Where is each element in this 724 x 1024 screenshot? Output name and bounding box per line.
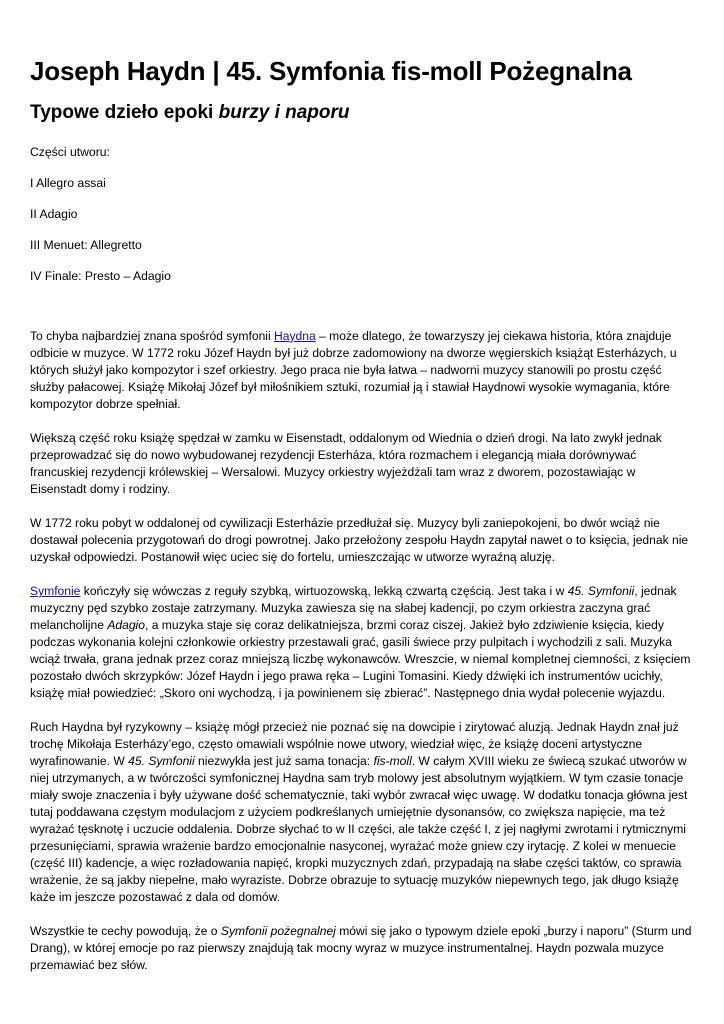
- page-subtitle: [30, 101, 694, 126]
- paragraph-5-italic-1: 45. Symfonii: [128, 753, 195, 768]
- page-title: Joseph Haydn | 45. Symfonia fis-moll Pożegnalna: [30, 56, 632, 86]
- paragraph-5-text-c: . W całym XVIII wieku ze świecą szukać utworów w niej utrzymanych, a w twórczości symfonicznej Haydna sam tryb molowy jest absolutnym wyjątkiem. W tym czasie tonacje miały swoje znaczenia i były używane dość schematycznie, taki wybór zwracał więc uwagę. W dodatku tonacja główna jest tutaj poddawana częstym modulacjom z użyciem podkreślanych umiejętnie dysonansów, co zwiększa napięcie, ma też wyrażać tęsknotę i uczucie oddalenia. Dobrze słychać to w II części, ale także część I, z jej nagłymi zwrotami i rytmicznymi przesunięciami, sprawia wrażenie bardzo emocjonalnie nasyconej, wyrażać może gniew czy irytację. Z kolei w menuecie (część III) kadencje, a więc rozładowania napięć, kropki muzycznych zdań, przypadają na słabe części taktów, co sprawia wrażenie, że są jakby niepełne, mało wyraziste. Dobrze obrazuje to sytuację muzyków niepewnych tego, jak długo książę każe im jeszcze pozostawać z dala od domów.: [30, 753, 688, 904]
- paragraph-4: [30, 583, 694, 702]
- paragraph-4-italic-1: 45. Symfonii: [567, 583, 635, 598]
- part-item-3: III Menuet: Allegretto: [30, 237, 142, 252]
- parts-label: Części utworu:: [30, 144, 110, 159]
- symfonie-link[interactable]: Symfonie: [30, 583, 81, 598]
- paragraph-4-text-b: , jednak muzyczny pęd szybko zostaje zatrzymany. Muzyka zawiesza się na słabej kadencji, po czym orkiestra zaczyna grać melancholijne: [30, 583, 677, 632]
- haydna-link[interactable]: Haydna: [274, 328, 316, 343]
- spacer: [30, 299, 694, 328]
- part-item-4: IV Finale: Presto – Adagio: [30, 268, 171, 283]
- subtitle-plain: Typowe dzieło epoki: [30, 102, 219, 124]
- paragraph-5-text-a: Ruch Haydna był ryzykowny – książę mógł przecież nie poznać się na dowcipie i zirytować aluzją. Jednak Haydn znał już trochę Mikołaja Esterházy’ego, często omawiali wspólnie nowe utwory, wiedział więc, że książę doceni artystyczne wyrafinowanie. W: [30, 719, 679, 768]
- paragraph-6-text-a: Wszystkie te cechy powodują, że o: [30, 923, 221, 938]
- paragraph-5: [30, 719, 694, 906]
- paragraph-4-text-a: kończyły się wówczas z reguły szybką, wirtuozowską, lekką czwartą częścią. Jest taka i w: [80, 583, 568, 598]
- paragraph-2: Większą część roku książę spędzał w zamku w Eisenstadt, oddalonym od Wiednia o dzień drogi. Na lato zwykł jednak przeprowadzać się do nowo wybudowanej rezydencji Esterháza, która rozmachem i elegancją miała dorównywać francuskiej rezydencji królewskiej – Wersalowi. Muzycy orkiestry wyjeżdżali tam wraz z dworem, pozostawiając w Eisenstadt domy i rodziny.: [30, 430, 662, 496]
- paragraph-1: [30, 328, 694, 413]
- paragraph-1-text-b: – może dlatego, że towarzyszy jej ciekawa historia, która znajduje odbicie w muzyce. W 1772 roku Józef Haydn był już dobrze zadomowiony na dworze węgierskich książąt Esterházych, u których służył jako kompozytor i szef orkiestry. Jego praca nie była łatwa – nadworni muzycy stanowili po prostu część służby pałacowej. Książę Mikołaj Józef był miłośnikiem sztuki, rozumiał ją i stawiał Haydnowi wysokie wymagania, które kompozytor dobrze spełniał.: [30, 328, 677, 411]
- part-item-1: I Allegro assai: [30, 175, 106, 190]
- paragraph-6-text-b: mówi się jako o typowym dziele epoki „burzy i naporu” (Sturm und Drang), w której emocje po raz pierwszy znajdują tak mocny wyraz w muzyce instrumentalnej. Haydn pozwala muzyce przemawiać bez słów.: [30, 923, 692, 972]
- paragraph-5-text-b: niezwykła jest już sama tonacja:: [194, 753, 374, 768]
- paragraph-6-italic-1: Symfonii pożegnalnej: [220, 923, 336, 938]
- subtitle-italic: burzy i naporu: [218, 102, 350, 124]
- paragraph-3: W 1772 roku pobyt w oddalonej od cywilizacji Esterházie przedłużał się. Muzycy byli zaniepokojeni, bo dwór wciąż nie dostawał polecenia przygotowań do drogi powrotnej. Jako przełożony zespołu Haydn zapytał nawet o to księcia, jednak nie uzyskał odpowiedzi. Postanowił więc uciec się do fortelu, umieszczając w utworze wyraźną aluzję.: [30, 515, 689, 564]
- part-item-2: II Adagio: [30, 206, 78, 221]
- paragraph-5-italic-2: fis-moll: [373, 753, 412, 768]
- paragraph-1-text-a: To chyba najbardziej znana spośród symfonii: [30, 328, 275, 343]
- paragraph-6: [30, 923, 694, 974]
- paragraph-4-italic-2: Adagio: [107, 617, 145, 632]
- paragraph-4-text-c: , a muzyka staje się coraz delikatniejsza, brzmi coraz ciszej. Jakież było zdziwienie księcia, kiedy podczas wykonania kolejni członkowie orkiestry przestawali grać, gasili świece przy pulpitach i wychodzili z sali. Muzyka wciąż trwała, grana jednak przez coraz mniejszą liczbę wykonawców. Wreszcie, w niemal kompletnej ciemności, z księciem pozostało dwóch skrzypków: Józef Haydn i jego prawa ręka – Lugini Tomasini. Kiedy dźwięki ich instrumentów ucichły, książę miał powiedzieć: „Skoro oni wychodzą, i ja powinienem się zbierać”. Następnego dnia wydał polecenie wyjazdu.: [30, 617, 691, 700]
